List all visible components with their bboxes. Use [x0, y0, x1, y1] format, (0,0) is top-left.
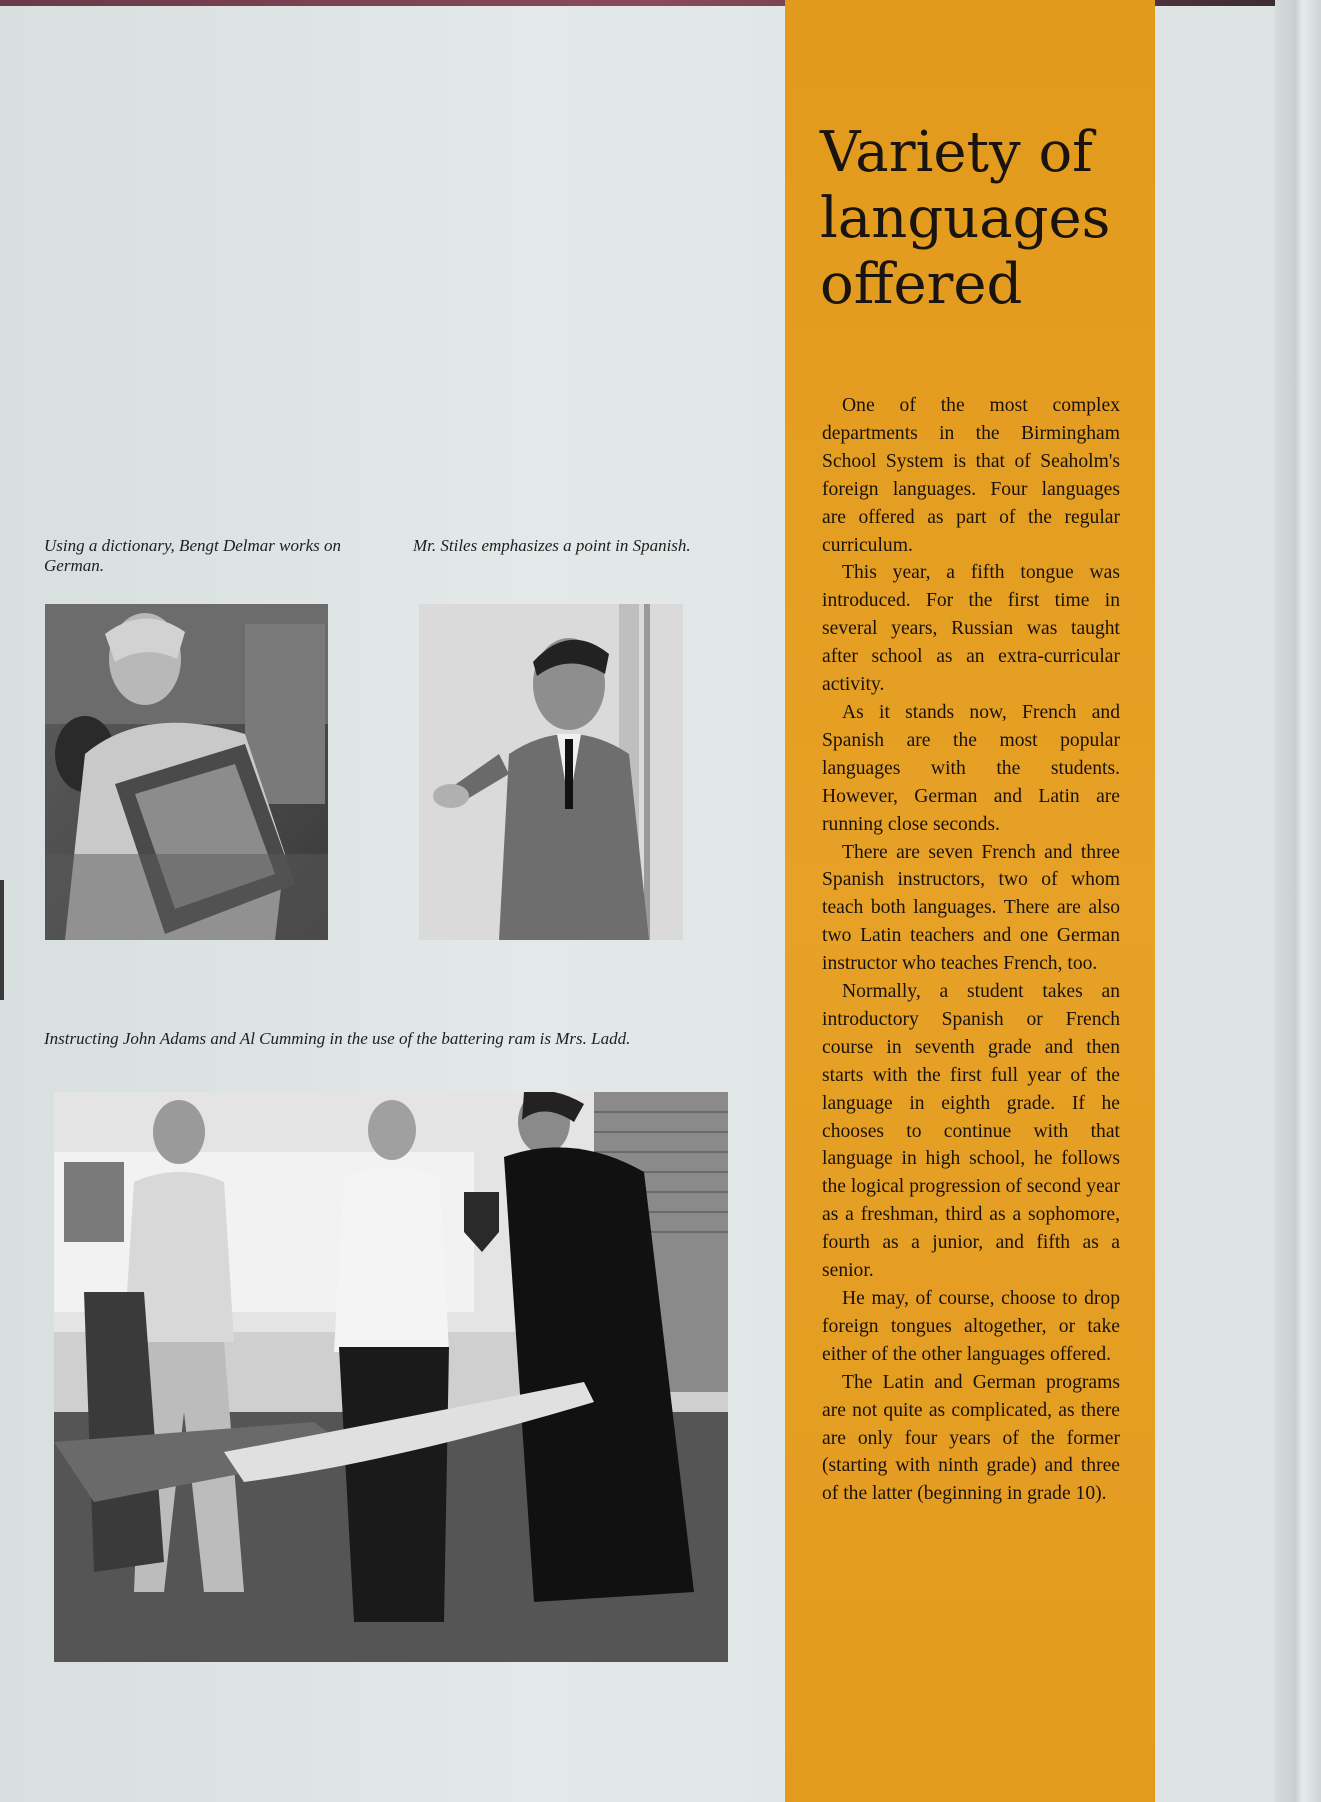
article-paragraph: As it stands now, French and Spanish are the most popular languages with the students. However, German and Latin are running close seconds. [822, 701, 1120, 835]
photo-battering-ram-demo [54, 1092, 728, 1662]
article-body [822, 392, 1120, 1508]
headline-line-2: languages [820, 186, 1111, 251]
page-headline [820, 120, 1140, 318]
article-paragraph: One of the most complex departments in the Birmingham School System is that of Seaholm's foreign languages. Four languages are offered as part of the regular curriculum. [822, 395, 1120, 556]
headline-line-1: Variety of [820, 120, 1093, 185]
page-right-edge [1275, 0, 1321, 1802]
photo-mr-stiles [419, 604, 683, 940]
photo-student-with-dictionary [45, 604, 328, 940]
caption-photo-2: Mr. Stiles emphasizes a point in Spanish. [413, 536, 691, 555]
article-paragraph: Normally, a student takes an introductory Spanish or French course in seventh grade and then starts with the first full year of the language in eighth grade. If he chooses to continue with that language in high school, he follows the logical progression of second year as a freshman, third as a sophomore, fourth as a junior, and fifth as a senior. [822, 981, 1120, 1282]
article-paragraph: He may, of course, choose to drop foreign tongues altogether, or take either of the other languages offered. [822, 1288, 1120, 1365]
article-paragraph: There are seven French and three Spanish instructors, two of whom teach both languages. There are also two Latin teachers and one German instructor who teaches French, too. [822, 841, 1120, 975]
article-paragraph: The Latin and German programs are not quite as complicated, as there are only four years of the former (starting with ninth grade) and three of the latter (beginning in grade 10). [822, 1371, 1120, 1505]
headline-line-3: offered [820, 252, 1023, 317]
caption-photo-3: Instructing John Adams and Al Cumming in the use of the battering ram is Mrs. Ladd. [44, 1029, 631, 1048]
page-binding-mark [0, 880, 4, 1000]
article-paragraph: This year, a fifth tongue was introduced. For the first time in several years, Russian was taught after school as an extra-curricular activity. [822, 562, 1120, 696]
caption-photo-1: Using a dictionary, Bengt Delmar works on German. [44, 536, 342, 575]
